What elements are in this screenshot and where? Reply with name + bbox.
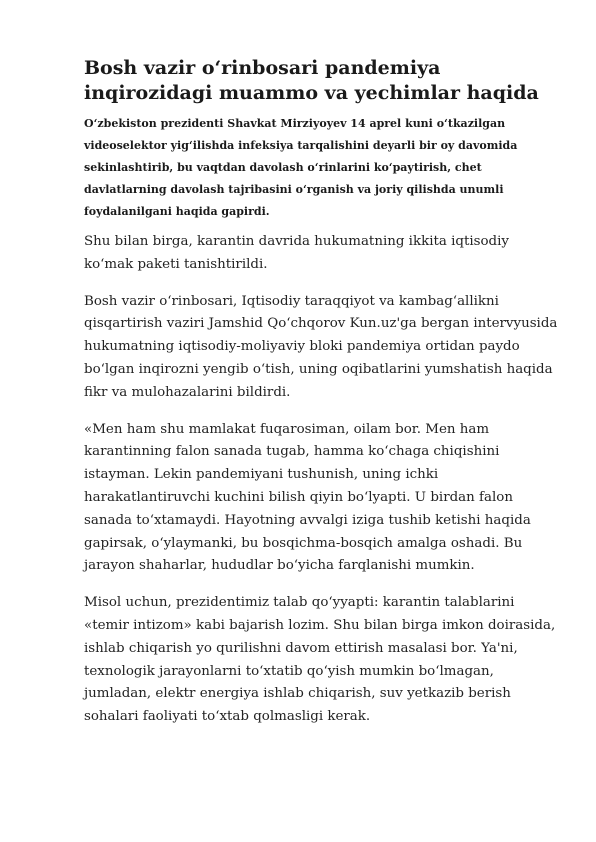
article-paragraph: «Men ham shu mamlakat fuqarosiman, oilam bor. Men ham karantinning falon sanada tugab, hamma koʻchaga chiqishini istayman. Lekin pandemiyani tushunish, uning ichki harakatlantiruvchi kuchini bilish qiyin boʻlyapti. U birdan falon sanada toʻxtamaydi. Hayotning avvalgi iziga tushib ketishi haqida gapirsak, oʻylaymanki, bu bosqichma-bosqich amalga oshadi. Bu jarayon shaharlar, hududlar boʻyicha farqlanishi mumkin.	[84, 421, 531, 574]
article	[84, 56, 560, 743]
article-paragraph: Bosh vazir oʻrinbosari, Iqtisodiy taraqqiyot va kambagʻallikni qisqartirish vaziri Jamshid Qoʻchqorov Kun.uz'ga bergan intervyusida hukumatning iqtisodiy-moliyaviy bloki pandemiya ortidan paydo boʻlgan inqirozni yengib oʻtish, uning oqibatlarini yumshatish haqida fikr va mulohazalarini bildirdi.	[84, 293, 558, 400]
article-title: Bosh vazir oʻrinbosari pandemiya inqirozidagi muammo va yechimlar haqida	[84, 57, 539, 104]
article-paragraph: Shu bilan birga, karantin davrida hukumatning ikkita iqtisodiy koʻmak paketi tanishtirildi.	[84, 234, 509, 272]
article-lead: Oʻzbekiston prezidenti Shavkat Mirziyoyev 14 aprel kuni oʻtkazilgan videoselektor yigʻilishda infeksiya tarqalishini deyarli bir oy davomida sekinlashtirib, bu vaqtdan davolash oʻrinlarini koʻpaytirish, chet davlatlarning davolash tajribasini oʻrganish va joriy qilishda unumli foydalanilgani haqida gapirdi.	[84, 117, 518, 218]
article-paragraph: Misol uchun, prezidentimiz talab qoʻyyapti: karantin talablarini «temir intizom» kabi bajarish lozim. Shu bilan birga imkon doirasida, ishlab chiqarish yo qurilishni davom ettirish masalasi bor. Ya'ni, texnologik jarayonlarni toʻxtatib qoʻyish mumkin boʻlmagan, jumladan, elektr energiya ishlab chiqarish, suv yetkazib berish sohalari faoliyati toʻxtab qolmasligi kerak.	[84, 595, 556, 725]
